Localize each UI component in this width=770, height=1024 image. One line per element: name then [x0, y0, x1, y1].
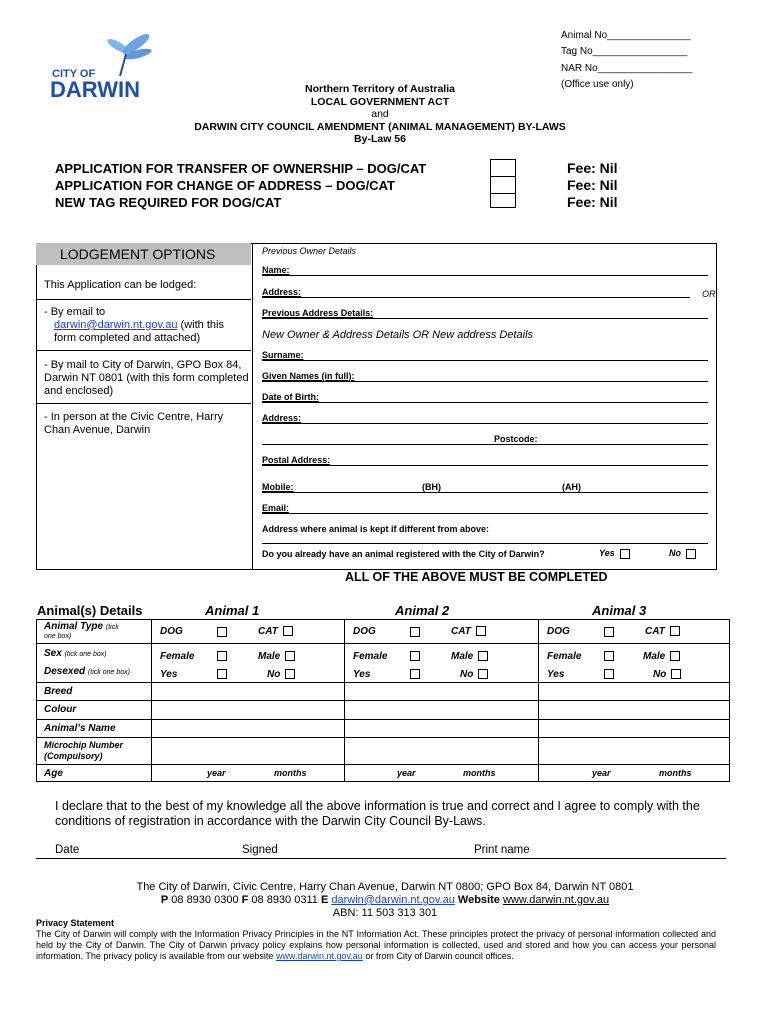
months-label: months [463, 768, 496, 778]
email-suffix: (with this [177, 319, 224, 331]
no-label: No [669, 548, 681, 558]
application-title: APPLICATION FOR CHANGE OF ADDRESS – DOG/CAT [55, 178, 395, 193]
male-checkbox[interactable] [285, 651, 295, 661]
footer-website-link[interactable]: www.darwin.nt.gov.au [502, 894, 610, 906]
animal-type-text: Animal Type [44, 621, 104, 632]
yes-checkbox[interactable] [410, 669, 420, 679]
male-option [451, 651, 488, 662]
header-line1: Northern Territory of Australia [305, 83, 455, 95]
female-checkbox[interactable] [604, 651, 614, 661]
or-label: OR [702, 289, 716, 299]
row-divider [36, 682, 730, 683]
cat-label: CAT [258, 626, 278, 637]
lodgement-email-option [44, 306, 249, 345]
no-checkbox[interactable] [671, 669, 681, 679]
lodgement-email-link[interactable]: darwin@darwin.nt.gov.au [54, 319, 178, 331]
checkbox-icon[interactable] [686, 549, 696, 559]
surname-field[interactable] [262, 360, 708, 361]
desexed-text: Desexed [44, 666, 86, 677]
year-label: year [207, 768, 226, 778]
postcode-field[interactable] [262, 444, 708, 445]
divider [36, 350, 251, 351]
desexed-hint: (tick one box) [87, 669, 130, 676]
months-label: months [274, 768, 307, 778]
dog-checkbox[interactable] [410, 627, 420, 637]
print-name-label: Print name [474, 844, 530, 856]
application-title: APPLICATION FOR TRANSFER OF OWNERSHIP – DOG/CAT [55, 161, 427, 176]
year-label: year [592, 768, 611, 778]
yes-option: Yes [160, 669, 178, 680]
female-option: Female [353, 651, 388, 662]
microchip-text: Microchip Number [44, 740, 124, 750]
dog-checkbox[interactable] [604, 627, 614, 637]
postal-address-label: Postal Address: [262, 455, 331, 465]
signature-line[interactable] [36, 858, 726, 859]
privacy-text-part1: The City of Darwin will comply with the Information Privacy Principles in the NT Information Act. These principles protect the privacy of personal information collected and held by the City of Darwin. The City of Darwin privacy policy explains how personal information is collected, used and stored and how you can access your personal information. The privacy policy is available from our website [36, 929, 716, 961]
dob-field[interactable] [262, 402, 708, 403]
female-option: Female [547, 651, 582, 662]
tag-no-field[interactable]: Tag No_________________ [561, 46, 688, 57]
office-use-label: (Office use only) [561, 79, 634, 90]
new-owner-heading: New Owner & Address Details OR New address Details [262, 329, 534, 341]
surname-label: Surname: [262, 350, 304, 360]
no-label: No [653, 669, 667, 680]
email-line3: form completed and attached) [54, 332, 201, 344]
header-line5: By-Law 56 [354, 133, 406, 145]
phone-prefix: P [160, 894, 169, 906]
row-divider [36, 719, 730, 720]
animals-heading: Animal(s) Details [37, 603, 143, 618]
male-label: Male [643, 651, 666, 662]
registered-yes[interactable] [599, 548, 630, 559]
postal-address-field[interactable] [262, 465, 708, 466]
yes-checkbox[interactable] [217, 669, 227, 679]
registered-question: Do you already have an animal registered with the City of Darwin? [262, 549, 545, 559]
previous-owner-heading: Previous Owner Details [262, 246, 357, 256]
footer-address: The City of Darwin, Civic Centre, Harry Chan Avenue, Darwin NT 0800; GPO Box 84, Darwin NT 0801 [136, 881, 634, 893]
animal-type-hint: (tick [105, 624, 119, 631]
no-option [267, 669, 295, 680]
row-divider [36, 643, 730, 644]
footer [0, 881, 770, 920]
lodgement-title: LODGEMENT OPTIONS [60, 246, 216, 262]
cat-option [258, 626, 293, 637]
must-complete-note: ALL OF THE ABOVE MUST BE COMPLETED [345, 570, 608, 584]
female-checkbox[interactable] [410, 651, 420, 661]
animal-type-hint2: one box) [44, 633, 72, 640]
fax-prefix: F [241, 894, 249, 906]
header-line2: LOCAL GOVERNMENT ACT [310, 95, 450, 108]
fee-label: Fee: Nil [567, 160, 618, 176]
dog-option: DOG [547, 626, 570, 637]
row-divider [36, 700, 730, 701]
new-tag-checkbox[interactable] [490, 193, 516, 208]
privacy-text-part2: or from City of Darwin council offices. [362, 951, 514, 961]
desexed-label [44, 666, 130, 677]
dob-label: Date of Birth: [262, 392, 319, 402]
email-field[interactable] [262, 513, 708, 514]
cat-label: CAT [645, 626, 665, 637]
microchip-label [44, 740, 123, 762]
phone-field[interactable] [262, 492, 708, 493]
dog-option [160, 626, 183, 637]
header-line3: and [371, 108, 389, 120]
no-checkbox[interactable] [478, 669, 488, 679]
address2-field[interactable] [262, 423, 708, 424]
dog-option: DOG [353, 626, 376, 637]
address2-label: Address: [262, 413, 302, 423]
signed-label: Signed [242, 844, 278, 856]
animal-col-header: Animal 1 [205, 603, 260, 618]
header-line4: DARWIN CITY COUNCIL AMENDMENT (ANIMAL MANAGEMENT) BY-LAWS [194, 120, 566, 133]
cat-checkbox[interactable] [476, 626, 486, 636]
breed-label: Breed [44, 686, 73, 697]
yes-label: Yes [599, 548, 615, 558]
address-field[interactable] [262, 297, 690, 298]
animal-no-field[interactable]: Animal No_______________ [561, 30, 691, 41]
ah-label: (AH) [562, 482, 581, 492]
male-checkbox[interactable] [670, 651, 680, 661]
cat-option [645, 626, 680, 637]
animal-address-field[interactable] [262, 543, 708, 544]
fee-label: Fee: Nil [567, 194, 618, 210]
male-option [643, 651, 680, 662]
email-prefix: E [320, 894, 329, 906]
male-checkbox[interactable] [478, 651, 488, 661]
lodgement-intro: This Application can be lodged: [44, 279, 197, 291]
declaration-text: I declare that to the best of my knowledge all the above information is true and correct and I agree to comply with the conditions of registration in accordance with the Darwin City Council By-Laws. [55, 799, 700, 828]
microchip-compulsory: (Compulsory) [44, 751, 103, 761]
name-label: Name: [262, 265, 290, 275]
divider [36, 403, 251, 404]
age-label: Age [44, 768, 63, 779]
footer-contact [0, 894, 770, 907]
fees [567, 160, 618, 211]
lodgement-mail-option: - By mail to City of Darwin, GPO Box 84, Darwin NT 0801 (with this form completed and enclosed) [44, 359, 249, 397]
no-checkbox[interactable] [285, 669, 295, 679]
footer-email-link[interactable]: darwin@darwin.nt.gov.au [331, 894, 455, 906]
colour-label: Colour [44, 704, 77, 715]
bh-label: (BH) [422, 482, 441, 492]
date-label: Date [55, 844, 80, 856]
footer-fax: 08 8930 0311 [248, 894, 321, 906]
male-label: Male [258, 651, 281, 662]
no-option [460, 669, 488, 680]
female-checkbox[interactable] [217, 651, 227, 661]
given-names-label: Given Names (in full): [262, 371, 355, 381]
postcode-label: Postcode: [494, 434, 538, 444]
owner-box [251, 243, 717, 570]
email-option-label: - By email to [44, 306, 106, 318]
divider [36, 299, 251, 300]
year-label: year [397, 768, 416, 778]
address-label: Address: [262, 287, 302, 297]
cat-checkbox[interactable] [670, 626, 680, 636]
application-title: NEW TAG REQUIRED FOR DOG/CAT [55, 195, 282, 210]
months-label: months [659, 768, 692, 778]
footer-abn: ABN: 11 503 313 301 [332, 907, 438, 919]
sex-text: Sex [44, 648, 62, 659]
no-label: No [267, 669, 281, 680]
sex-hint: (tick one box) [64, 651, 107, 658]
no-option [653, 669, 681, 680]
website-label: Website [454, 894, 503, 906]
yes-option: Yes [353, 669, 371, 680]
lodgement-person-option: - In person at the Civic Centre, Harry Chan Avenue, Darwin [44, 411, 224, 436]
animal-type-label [44, 621, 119, 632]
animal-name-label: Animal’s Name [44, 723, 116, 734]
yes-option: Yes [547, 669, 565, 680]
nar-no-field[interactable]: NAR No_________________ [561, 63, 693, 74]
privacy-title: Privacy Statement [36, 918, 115, 928]
animal-col-header: Animal 3 [592, 603, 647, 618]
cat-option [451, 626, 486, 637]
form-header [0, 83, 770, 146]
application-titles [55, 160, 426, 211]
email-label: Email: [262, 503, 290, 513]
animal-col-header: Animal 2 [395, 603, 450, 618]
checkbox-icon[interactable] [620, 549, 630, 559]
row-divider [36, 764, 730, 765]
fee-label: Fee: Nil [567, 177, 618, 193]
animal-address-label: Address where animal is kept if different from above: [262, 524, 490, 534]
male-option [258, 651, 295, 662]
cat-checkbox[interactable] [283, 626, 293, 636]
dog-label: DOG [160, 626, 183, 637]
cat-label: CAT [451, 626, 471, 637]
lodgement-box [36, 243, 253, 570]
change-address-checkbox[interactable] [490, 176, 516, 194]
given-names-field[interactable] [262, 381, 708, 382]
sex-label [44, 648, 107, 659]
transfer-checkbox[interactable] [490, 159, 516, 177]
no-label: No [460, 669, 474, 680]
logo-city-of: CITY OF [52, 68, 96, 80]
row-divider [36, 737, 730, 738]
registered-no[interactable] [669, 548, 696, 559]
privacy-website-link[interactable]: www.darwin.nt.gov.au [275, 951, 363, 961]
dog-checkbox[interactable] [217, 627, 227, 637]
name-field[interactable] [262, 275, 708, 276]
previous-address-label: Previous Address Details: [262, 308, 374, 318]
previous-address-field[interactable] [262, 318, 708, 319]
mobile-label: Mobile: [262, 482, 294, 492]
privacy-text [36, 929, 716, 962]
footer-phone: 08 8930 0300 [168, 894, 242, 906]
logo-darwin: DARWIN [50, 77, 141, 102]
male-label: Male [451, 651, 474, 662]
yes-checkbox[interactable] [604, 669, 614, 679]
female-option: Female [160, 651, 195, 662]
